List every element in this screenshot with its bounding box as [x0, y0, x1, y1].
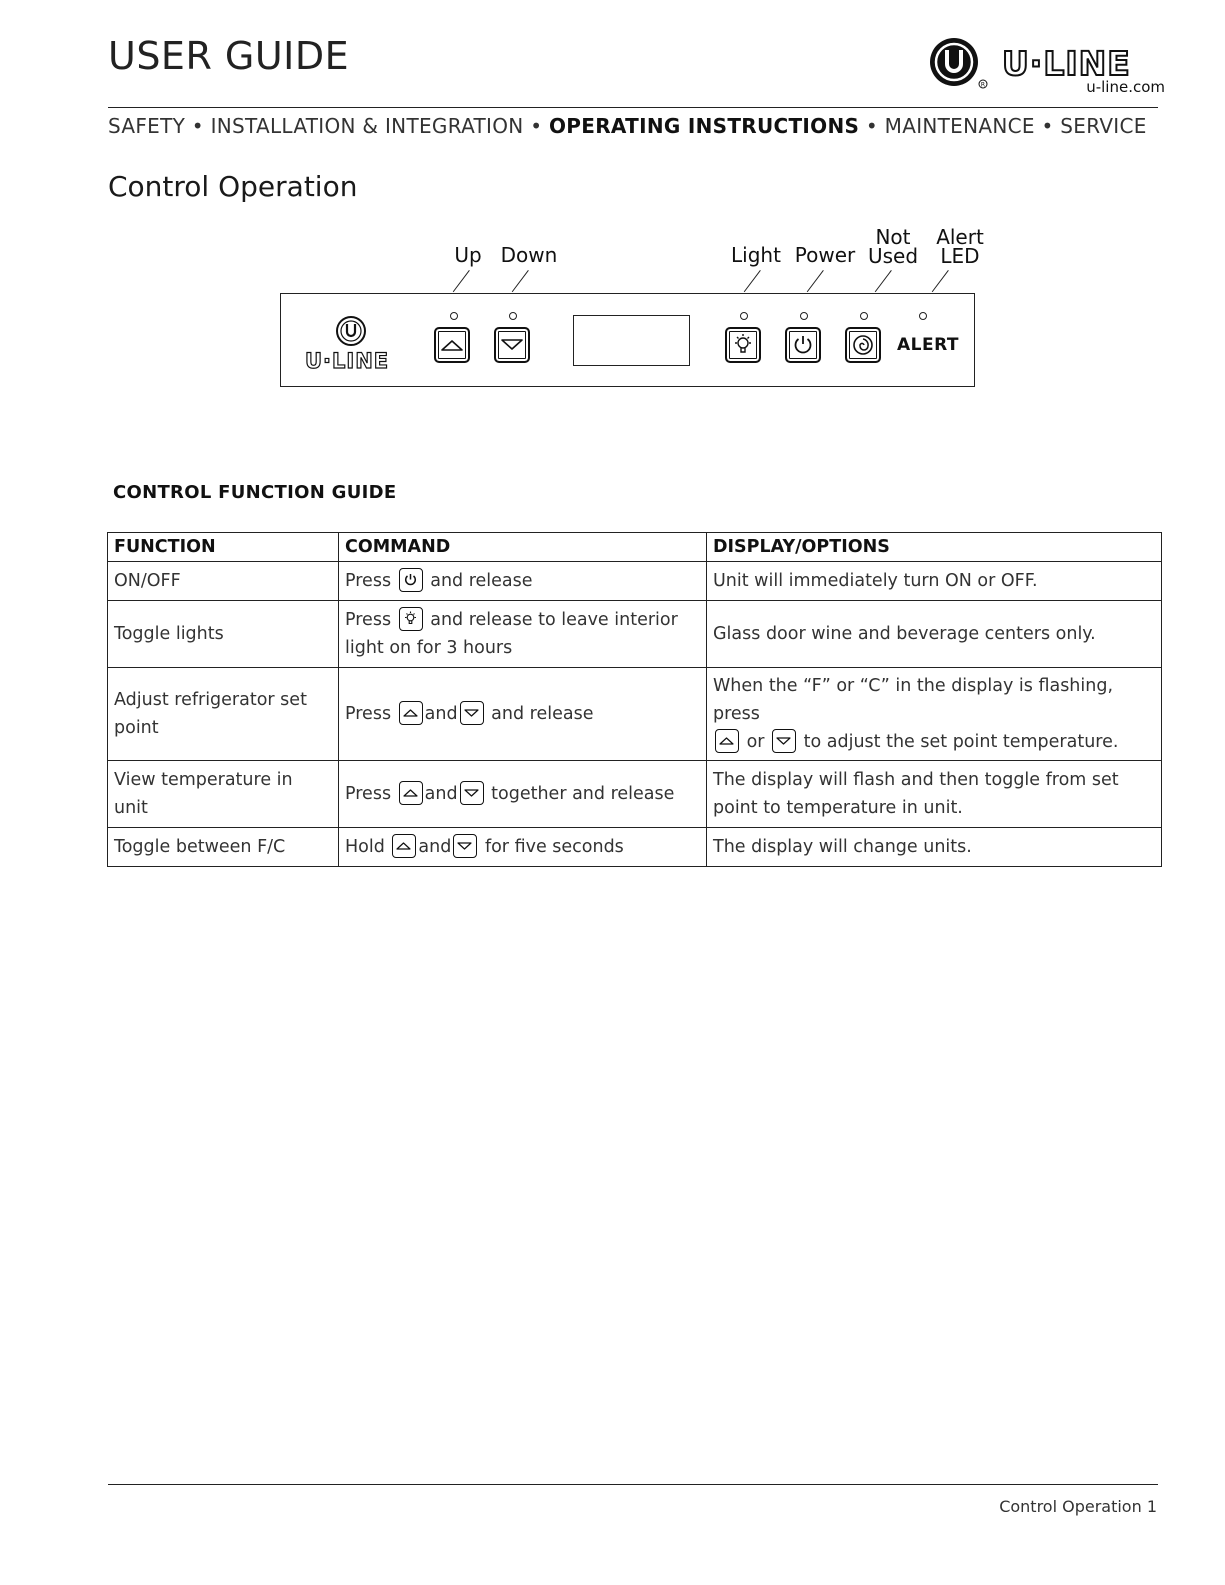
leader-line-not-used [875, 270, 892, 292]
header-command: COMMAND [339, 533, 707, 562]
chevron-up-icon [392, 834, 416, 858]
section-navigation [108, 114, 1158, 138]
nav-separator: • [191, 114, 204, 138]
command-text: Hold [345, 837, 385, 857]
svg-text:R: R [980, 81, 986, 89]
command-text: and [424, 784, 458, 804]
light-bulb-icon [399, 607, 423, 631]
chevron-up-icon [399, 781, 423, 805]
display-cell: The display will flash and then toggle from set point to temperature in unit. [707, 761, 1162, 828]
light-button[interactable] [725, 327, 761, 363]
chevron-down-icon [460, 701, 484, 725]
label-power: Power [794, 243, 856, 267]
function-cell: Toggle lights [108, 601, 339, 668]
power-led [800, 312, 808, 320]
brand-url: u-line.com [1086, 78, 1165, 96]
control-panel-diagram [280, 293, 975, 387]
footer-divider [108, 1484, 1158, 1485]
command-text: and [418, 837, 452, 857]
header-display-options: DISPLAY/OPTIONS [707, 533, 1162, 562]
swirl-icon [847, 329, 879, 361]
table-row [108, 668, 1162, 761]
chevron-up-icon [436, 329, 468, 361]
label-up: Up [454, 243, 482, 267]
control-function-table [107, 532, 1162, 867]
display-cell: Unit will immediately turn ON or OFF. [707, 562, 1162, 601]
page-label: Control Operation 1 [999, 1497, 1157, 1516]
leader-line-alert [932, 270, 949, 292]
up-button[interactable] [434, 327, 470, 363]
chevron-up-icon [399, 701, 423, 725]
chevron-down-icon [453, 834, 477, 858]
display-cell: The display will change units. [707, 828, 1162, 867]
nav-operating-current: OPERATING INSTRUCTIONS [548, 114, 860, 138]
power-icon [787, 329, 819, 361]
table-header-row [108, 533, 1162, 562]
light-bulb-icon [727, 329, 759, 361]
leader-line-light [744, 270, 761, 292]
nav-installation: INSTALLATION & INTEGRATION [210, 114, 524, 138]
table-heading: CONTROL FUNCTION GUIDE [113, 482, 397, 503]
display-cell [707, 668, 1162, 761]
command-text: Press [345, 610, 392, 630]
function-cell: View temperature in unit [108, 761, 339, 828]
nav-maintenance: MAINTENANCE [884, 114, 1035, 138]
power-icon [399, 568, 423, 592]
nav-separator: • [865, 114, 878, 138]
label-down: Down [500, 243, 558, 267]
nav-separator: • [530, 114, 543, 138]
chevron-down-icon [496, 329, 528, 361]
command-cell [339, 562, 707, 601]
command-cell [339, 668, 707, 761]
function-cell: ON/OFF [108, 562, 339, 601]
not-used-led [860, 312, 868, 320]
section-title: Control Operation [108, 170, 358, 203]
light-led [740, 312, 748, 320]
power-button[interactable] [785, 327, 821, 363]
label-not-used: Not Used [867, 225, 919, 268]
down-led [509, 312, 517, 320]
nav-service: SERVICE [1060, 114, 1147, 138]
brand-logo [930, 34, 1165, 104]
display-cell: Glass door wine and beverage centers only. [707, 601, 1162, 668]
panel-brand-text: U·LINE [305, 349, 390, 373]
document-title: USER GUIDE [108, 34, 350, 78]
label-alert-led: Alert LED [936, 225, 984, 268]
label-light: Light [731, 243, 781, 267]
down-button[interactable] [494, 327, 530, 363]
leader-line-up [453, 270, 470, 292]
up-led [450, 312, 458, 320]
panel-logo-icon [335, 315, 367, 347]
chevron-down-icon [460, 781, 484, 805]
display-text: When the “F” or “C” in the display is flashing, press [713, 676, 1114, 724]
command-text: and release [430, 571, 533, 591]
temperature-display [573, 315, 690, 366]
header-function: FUNCTION [108, 533, 339, 562]
table-row [108, 828, 1162, 867]
nav-separator: • [1041, 114, 1054, 138]
leader-line-down [512, 270, 529, 292]
nav-safety: SAFETY [108, 114, 186, 138]
command-text: and [424, 704, 458, 724]
command-cell [339, 761, 707, 828]
function-cell: Adjust refrigerator set point [108, 668, 339, 761]
command-text: Press [345, 784, 392, 804]
leader-line-power [807, 270, 824, 292]
alert-text: ALERT [897, 335, 960, 355]
alert-led [919, 312, 927, 320]
command-text: Press [345, 571, 392, 591]
not-used-button[interactable] [845, 327, 881, 363]
command-text: and release [491, 704, 594, 724]
display-text: to adjust the set point temperature. [803, 732, 1119, 752]
function-cell: Toggle between F/C [108, 828, 339, 867]
command-cell [339, 828, 707, 867]
table-row [108, 761, 1162, 828]
table-row [108, 562, 1162, 601]
table-row [108, 601, 1162, 668]
command-text: for five seconds [484, 837, 624, 857]
command-text: and release to leave interior light on for 3 hours [345, 610, 678, 658]
chevron-up-icon [715, 729, 739, 753]
command-text: together and release [491, 784, 675, 804]
svg-text:U·LINE: U·LINE [1002, 44, 1131, 83]
display-text: or [746, 732, 765, 752]
chevron-down-icon [772, 729, 796, 753]
command-cell [339, 601, 707, 668]
command-text: Press [345, 704, 392, 724]
header-divider [108, 107, 1158, 108]
